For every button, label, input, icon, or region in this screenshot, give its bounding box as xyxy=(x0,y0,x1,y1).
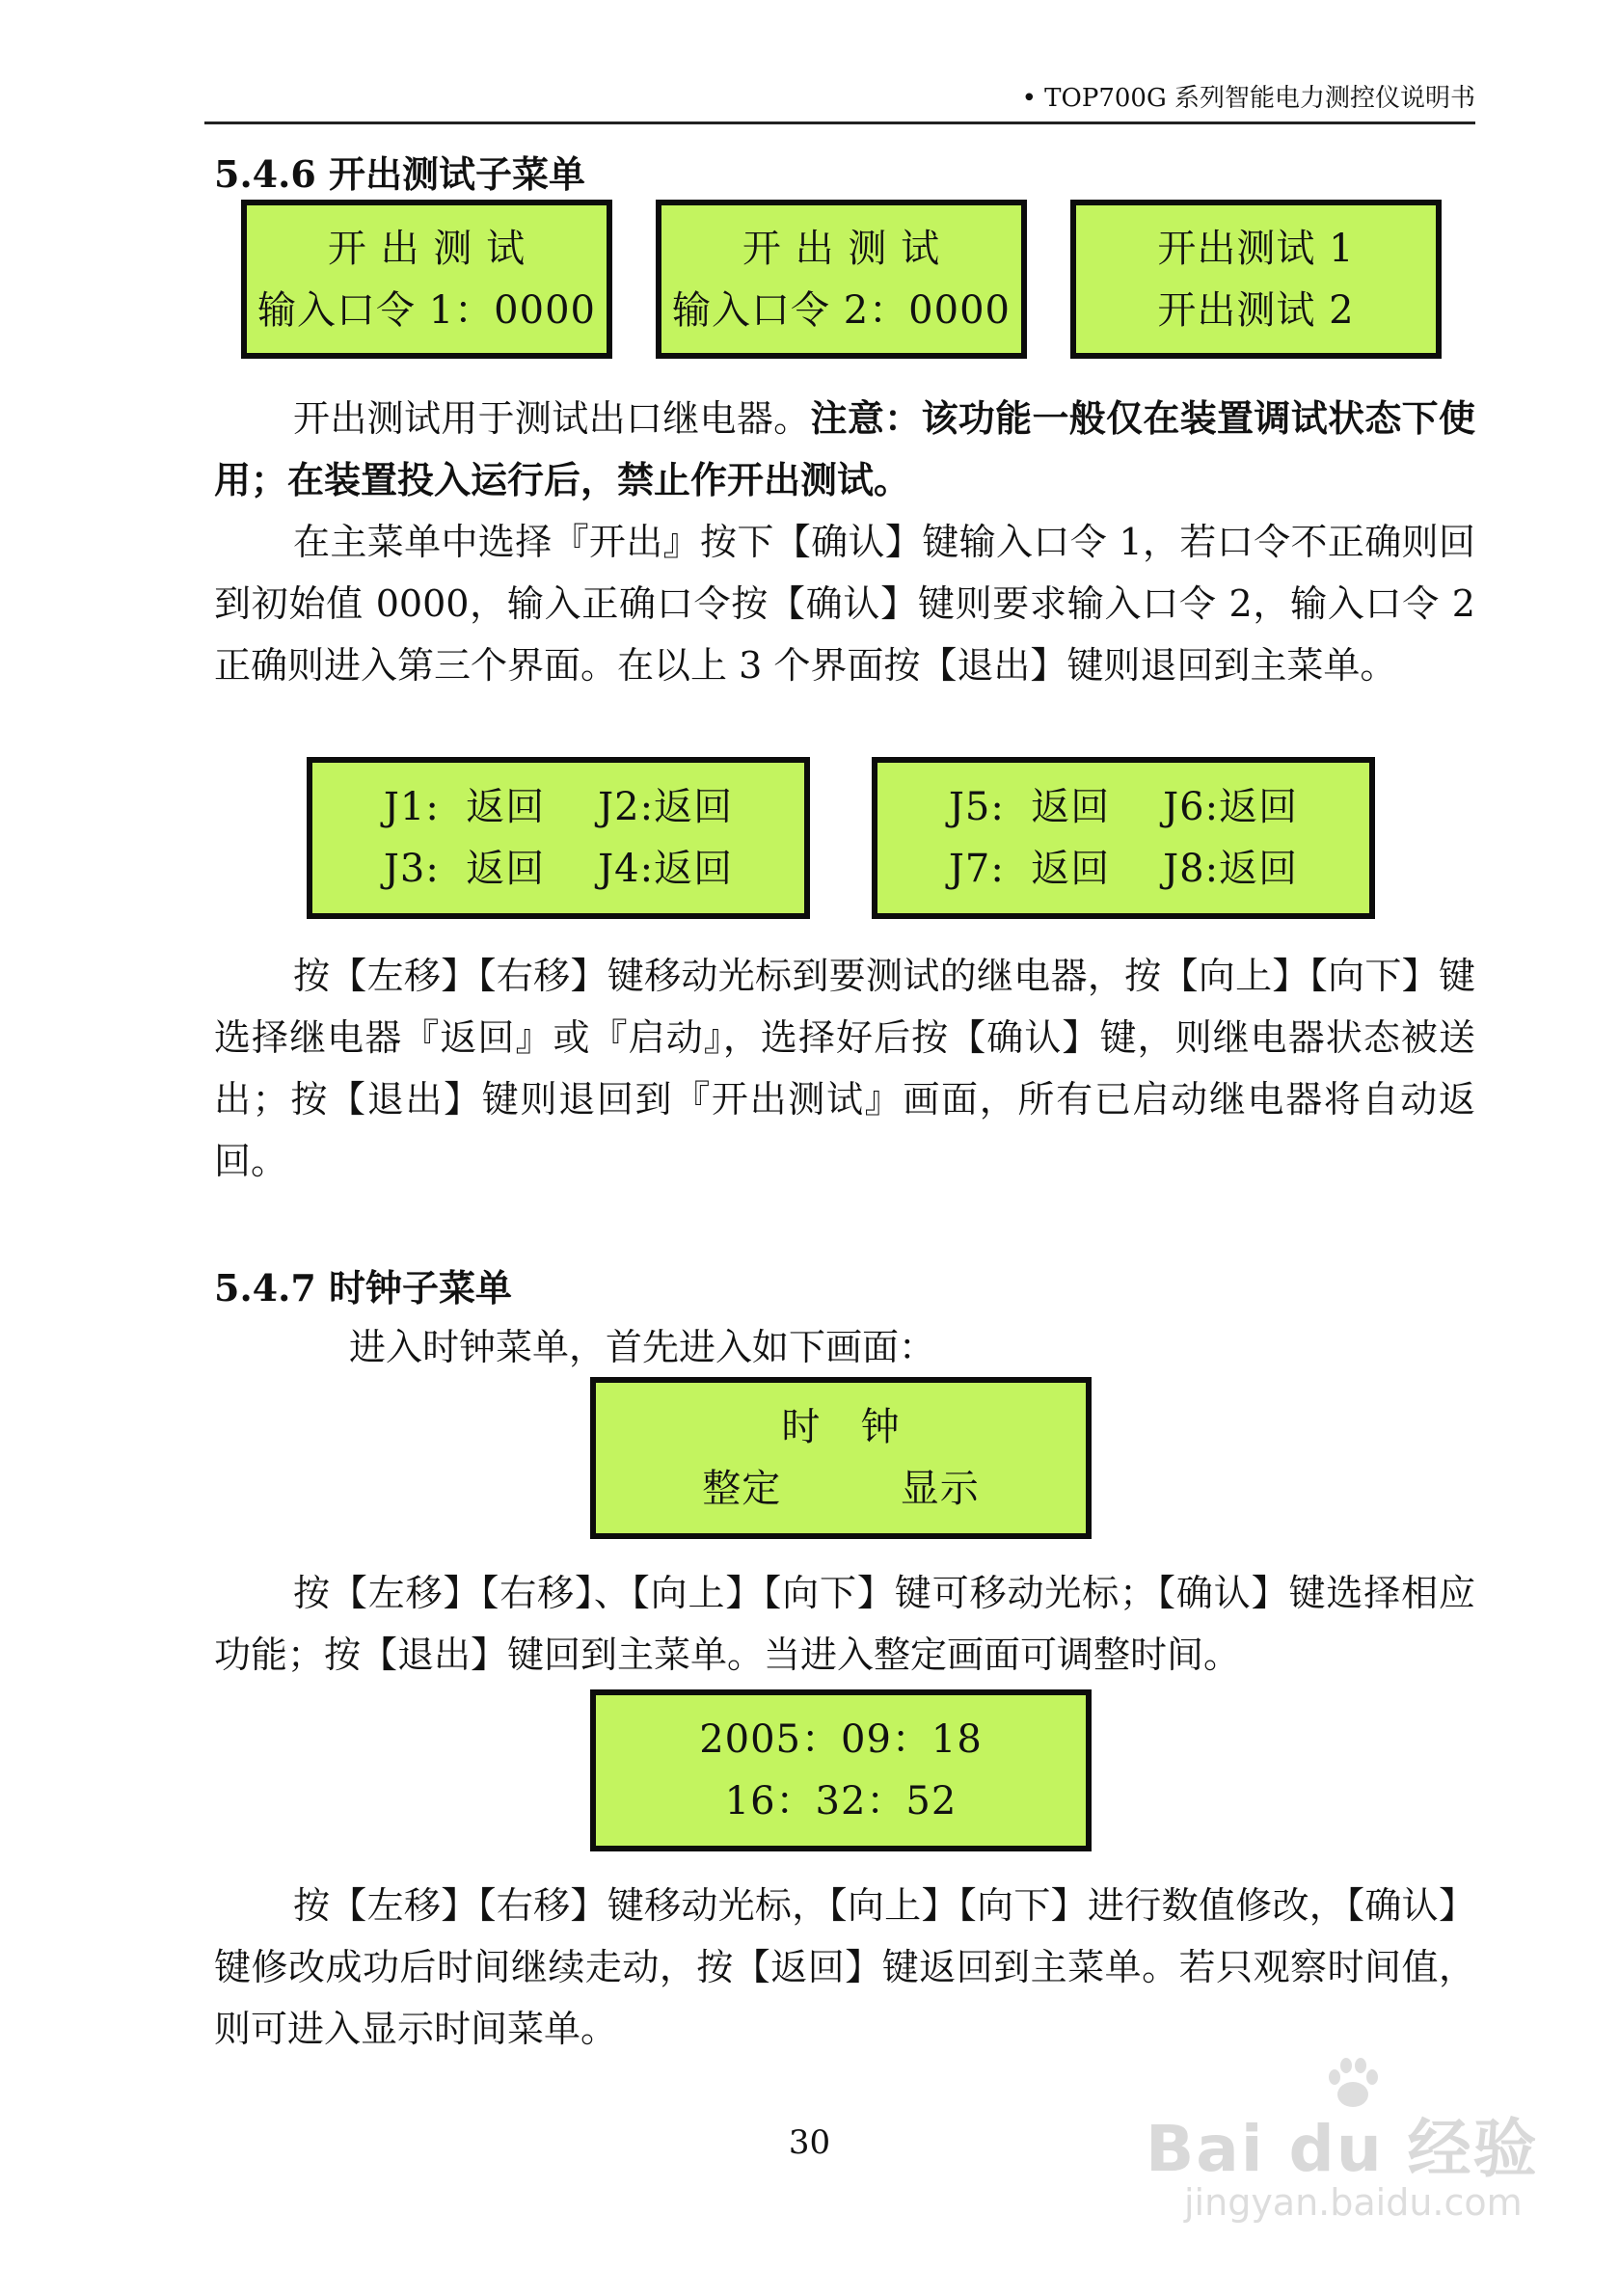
lcd-screen-output-test-menu xyxy=(1070,200,1442,359)
section-heading-547: 5.4.7 时钟子菜单 xyxy=(214,1266,513,1310)
note-bold-warning: 注意：该功能一般仅在装置调试状态下使用；在装置投入运行后，禁止作开出测试。 xyxy=(214,396,1475,501)
note-normal-text: 开出测试用于测试出口继电器。 xyxy=(293,397,811,440)
lcd-screen-password1 xyxy=(241,200,612,359)
paragraph-output-test-note xyxy=(214,388,1475,511)
watermark-url: jingyan.baidu.com xyxy=(1184,2181,1523,2224)
lcd-line: 开出测试 2 xyxy=(1157,287,1355,333)
lcd-screen-time-setting xyxy=(590,1689,1092,1851)
lcd-line: J7: 返回 J8:返回 xyxy=(948,847,1299,891)
lcd-screen-relays-1-4 xyxy=(307,757,810,919)
lcd-line: 时 钟 xyxy=(781,1405,901,1449)
lcd-line: J3: 返回 J4:返回 xyxy=(383,847,734,891)
lcd-line: 开 出 测 试 xyxy=(742,226,941,271)
lcd-line: J5: 返回 J6:返回 xyxy=(948,785,1299,829)
paragraph-time-adjust: 按【左移】【右移】键移动光标，【向上】【向下】进行数值修改，【确认】键修改成功后时间继续走动，按【返回】键返回到主菜单。若只观察时间值，则可进入显示时间菜单。 xyxy=(214,1884,1475,2050)
paragraph-password-procedure: 在主菜单中选择『开出』按下【确认】键输入口令 1，若口令不正确则回到初始值 0000，输入正确口令按【确认】键则要求输入口令 2，输入口令 2 正确则进入第三个界面。在以上 3 个界面按【退出】键则退回到主菜单。 xyxy=(214,521,1475,687)
lcd-line: 整定 显示 xyxy=(702,1467,980,1511)
section-heading-546: 5.4.6 开出测试子菜单 xyxy=(214,152,586,196)
lcd-line: 开 出 测 试 xyxy=(327,226,526,271)
paragraph-clock-intro: 进入时钟菜单，首先进入如下画面： xyxy=(349,1326,936,1368)
lcd-line: 16：32：52 xyxy=(724,1779,958,1823)
lcd-screen-password2 xyxy=(656,200,1027,359)
lcd-line: 输入口令 1：0000 xyxy=(257,287,596,333)
lcd-screen-relays-5-8 xyxy=(872,757,1375,919)
lcd-line: 输入口令 2：0000 xyxy=(672,287,1011,333)
lcd-line: 开出测试 1 xyxy=(1157,226,1355,271)
page-header: • TOP700G 系列智能电力测控仪说明书 xyxy=(204,75,1475,124)
watermark-logo-text: Bai du 经验 xyxy=(1146,2112,1539,2186)
paragraph-clock-navigation: 按【左移】【右移】、【向上】【向下】键可移动光标；【确认】键选择相应功能；按【退出】键回到主菜单。当进入整定画面可调整时间。 xyxy=(214,1572,1475,1676)
page-number: 30 xyxy=(788,2123,831,2162)
lcd-line: J1: 返回 J2:返回 xyxy=(383,785,734,829)
lcd-line: 2005：09：18 xyxy=(699,1717,983,1762)
paragraph-relay-operation: 按【左移】【右移】键移动光标到要测试的继电器，按【向上】【向下】键选择继电器『返回』或『启动』，选择好后按【确认】键，则继电器状态被送出；按【退出】键则退回到『开出测试』画面，所有已启动继电器将自动返回。 xyxy=(214,955,1475,1182)
lcd-screen-clock-menu xyxy=(590,1377,1092,1539)
